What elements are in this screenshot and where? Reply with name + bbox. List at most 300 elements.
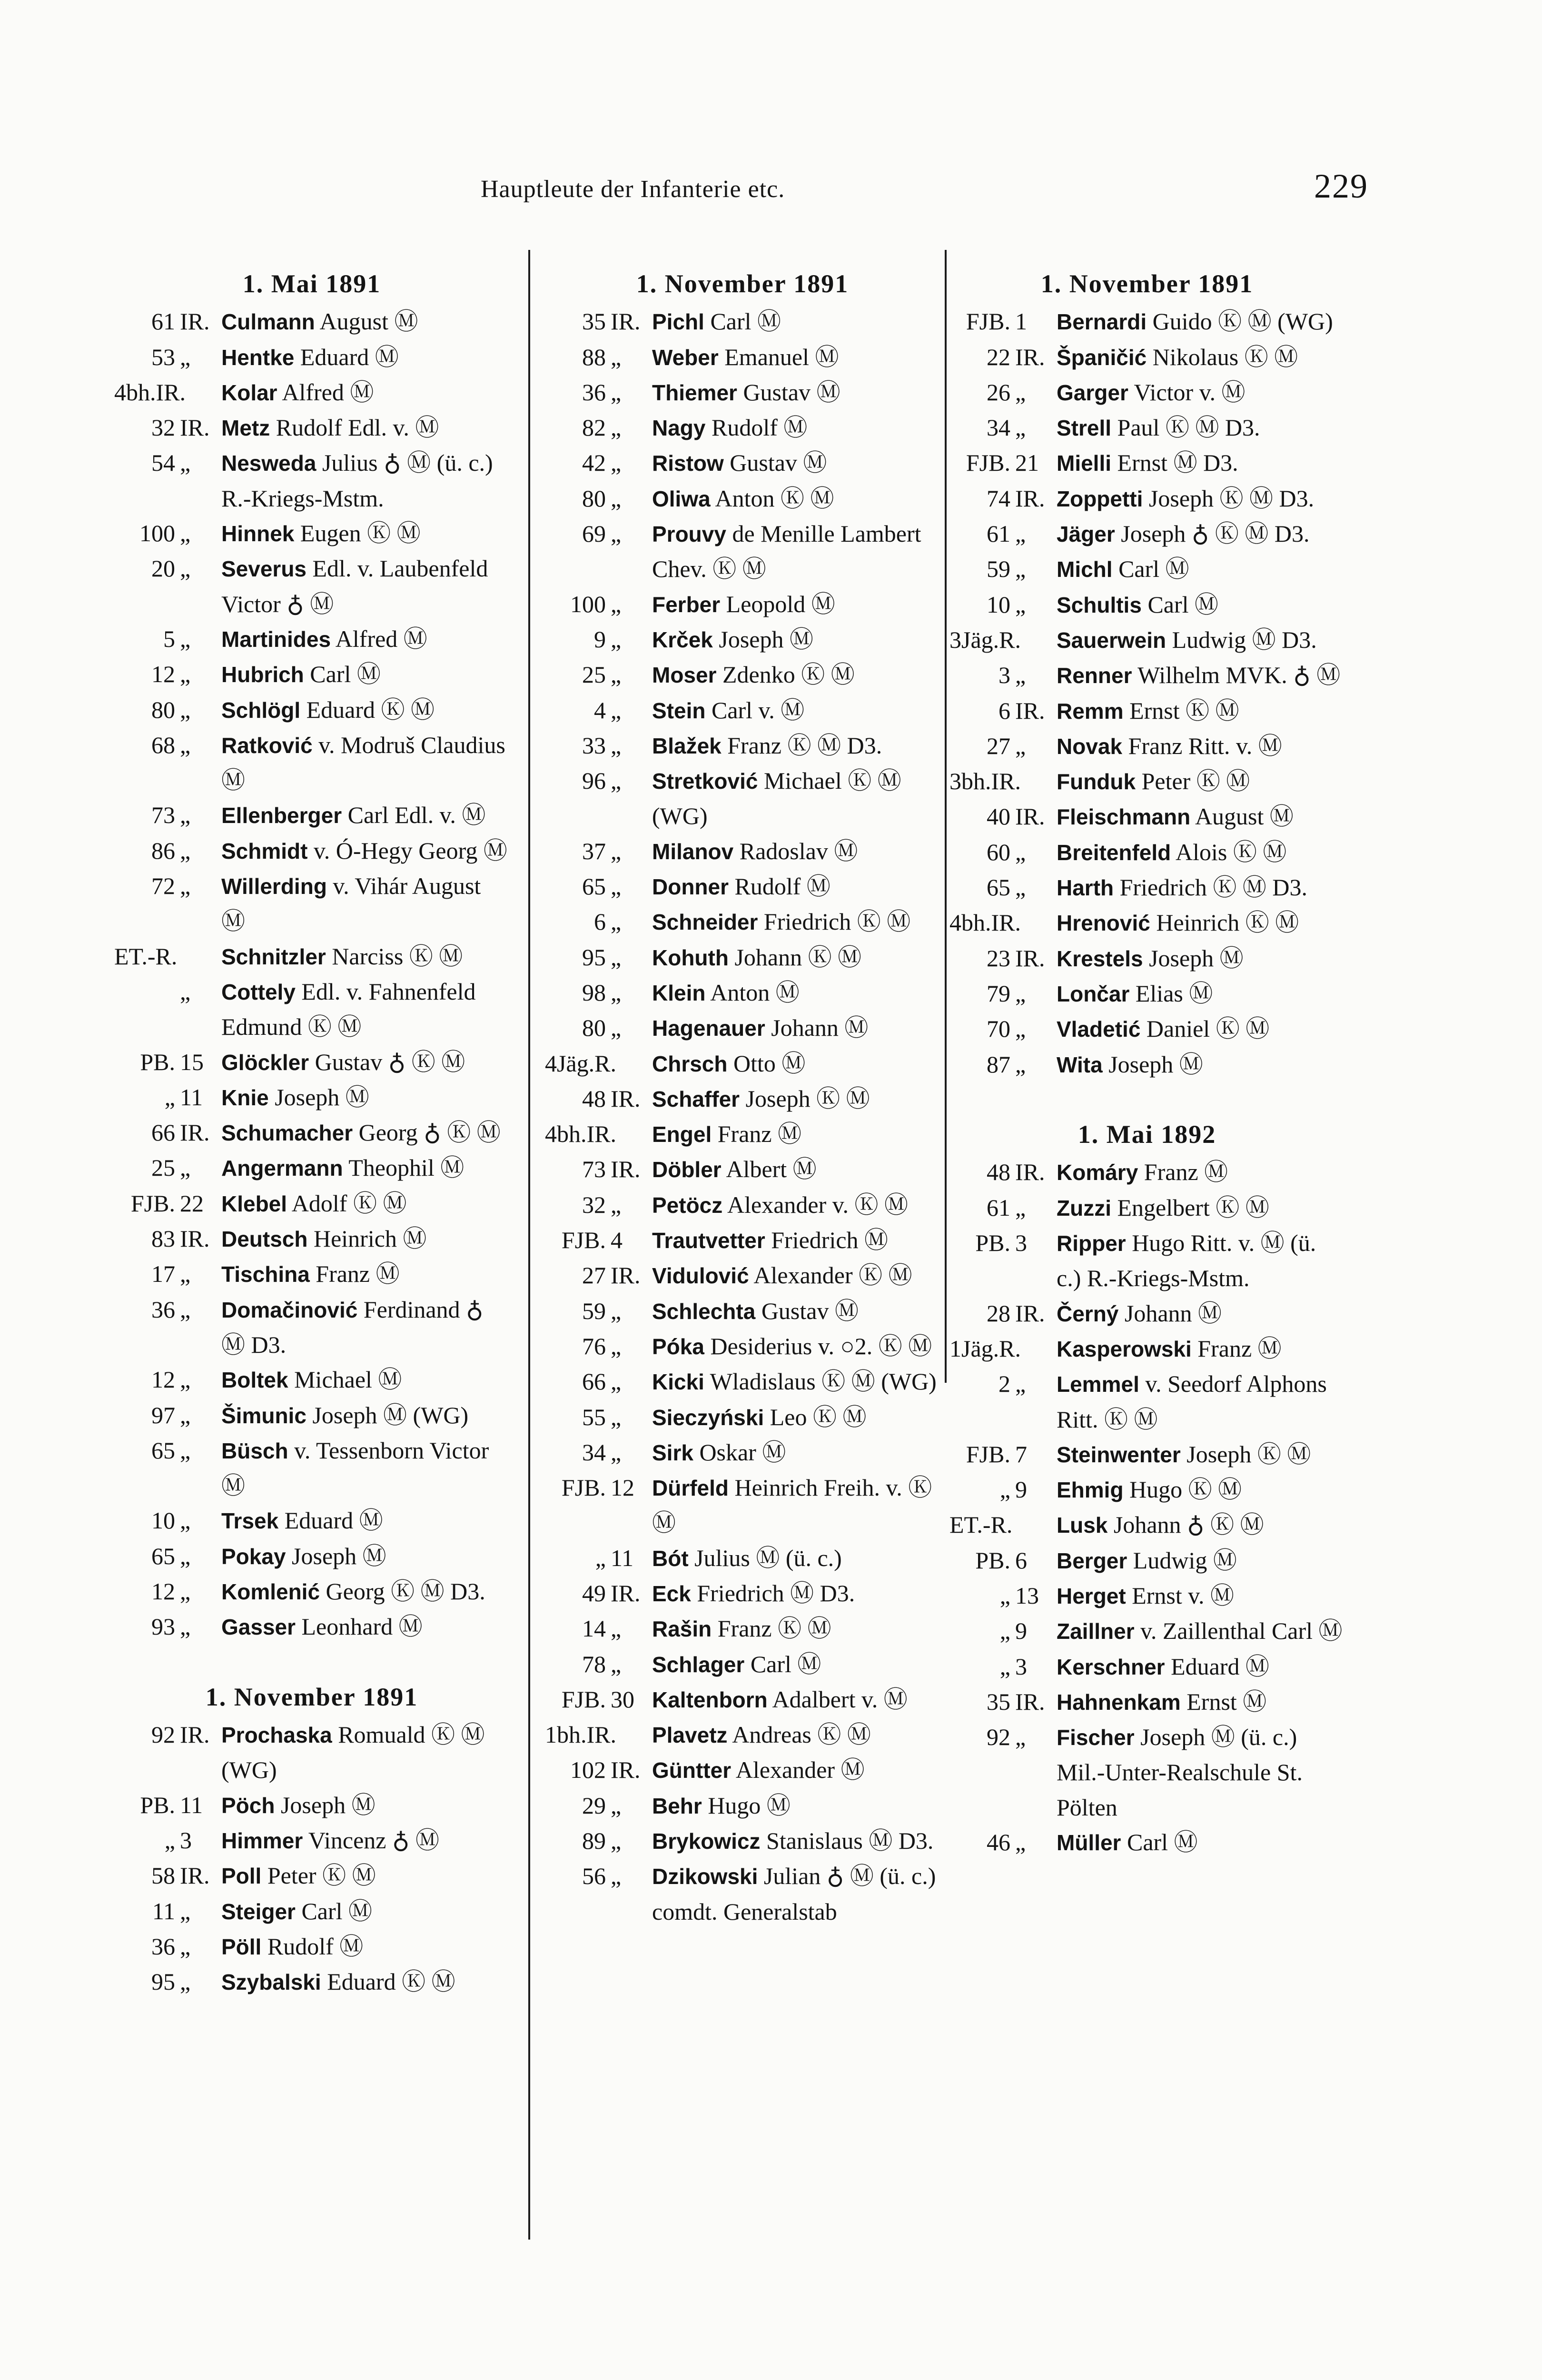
surname: Schlechta [652, 1299, 756, 1324]
list-item [114, 939, 509, 974]
regiment-type: IR. [611, 1756, 641, 1784]
surname: Schnitzler [221, 944, 326, 969]
surname: Zoppetti [1057, 486, 1143, 511]
surname: Schlögl [221, 697, 301, 723]
list-item [114, 1045, 509, 1080]
officer-entry [647, 975, 940, 1011]
unit-designation [949, 1507, 1052, 1542]
given-name-and-decorations: Joseph Ⓜ (WG) [312, 1401, 469, 1428]
given-name-and-decorations: Joseph Ⓜ [280, 1791, 376, 1818]
regiment-number: 56 [582, 1863, 606, 1890]
regiment-number: „ [164, 1083, 175, 1111]
officer-entry [647, 587, 940, 622]
given-name-and-decorations: Emanuel Ⓜ [724, 343, 839, 370]
officer-entry [1052, 1578, 1344, 1614]
given-name-and-decorations: Julius ♁ Ⓜ (ü. c.) R.-Kriegs-Mstm. [221, 449, 493, 512]
given-name-and-decorations: Johann Ⓚ Ⓜ [734, 943, 862, 971]
list-item [114, 1609, 509, 1645]
list-item [545, 940, 940, 975]
surname: Ripper [1057, 1231, 1126, 1256]
surname: Severus [221, 556, 307, 582]
officer-entry [217, 516, 509, 551]
list-item [545, 481, 940, 516]
surname: Bernardi [1057, 309, 1147, 335]
given-name-and-decorations: Franz Ⓜ [1144, 1159, 1228, 1186]
regiment-type: „ [1015, 662, 1026, 689]
surname: Ellenberger [221, 803, 342, 828]
unit-designation [114, 974, 217, 1009]
regiment-number: 95 [151, 1968, 175, 1995]
surname: Eck [652, 1581, 691, 1606]
regiment-number: 93 [151, 1613, 175, 1640]
regiment-type: „ [611, 625, 622, 653]
officer-entry [217, 304, 509, 339]
officer-entry [1052, 870, 1344, 905]
regiment-type: „ [1015, 838, 1026, 865]
unit-designation [114, 1539, 217, 1574]
list-item [949, 446, 1344, 481]
regiment-number: 35 [987, 1688, 1010, 1715]
list-item [545, 1788, 940, 1824]
list-item [545, 1223, 940, 1258]
regiment-type: IR. [611, 308, 641, 335]
regiment-number: 65 [151, 1542, 175, 1569]
surname: Plavetz [652, 1723, 728, 1748]
unit-designation [545, 1470, 647, 1505]
regiment-type: IR. [1015, 485, 1045, 512]
regiment-type: „ [180, 1507, 191, 1534]
regiment-number: PB. [975, 1230, 1010, 1257]
regiment-number: 11 [152, 1897, 175, 1924]
regiment-type: „ [180, 1897, 191, 1924]
given-name-and-decorations: Joseph Ⓚ Ⓜ [1186, 1440, 1311, 1468]
unit-designation [114, 1929, 217, 1964]
regiment-number: 3bh.IR. [949, 768, 1021, 795]
unit-designation [114, 1894, 217, 1929]
regiment-type: IR. [1015, 1299, 1045, 1327]
surname: Milanov [652, 839, 734, 864]
officer-entry [217, 1539, 509, 1574]
regiment-number: 25 [582, 661, 606, 688]
surname: Hinnek [221, 521, 295, 546]
surname: Prouvy [652, 522, 726, 547]
regiment-number: 89 [582, 1827, 606, 1854]
list-item [114, 1150, 509, 1186]
unit-designation [545, 1647, 647, 1682]
officer-entry [217, 1574, 509, 1609]
list-item [114, 1964, 509, 2000]
unit-designation [114, 375, 217, 410]
officer-entry [647, 869, 940, 904]
list-item [114, 693, 509, 728]
unit-designation [949, 729, 1052, 764]
unit-designation [114, 1186, 217, 1221]
given-name-and-decorations: de Menille Lambert Chev. Ⓚ Ⓜ [652, 520, 921, 583]
officer-entry [1052, 304, 1344, 339]
regiment-number: 59 [987, 555, 1010, 583]
unit-designation [949, 1720, 1052, 1755]
officer-entry [1052, 835, 1344, 870]
regiment-type: „ [611, 1792, 622, 1819]
surname: Schlager [652, 1652, 745, 1677]
given-name-and-decorations: Joseph ♁ Ⓚ Ⓜ D3. [1121, 520, 1310, 547]
regiment-number: 27 [582, 1262, 606, 1289]
officer-entry [217, 974, 509, 1045]
surname: Herget [1057, 1583, 1126, 1608]
regiment-type: IR. [1015, 343, 1045, 370]
officer-entry [217, 1257, 509, 1292]
regiment-number: FJB. [966, 308, 1010, 335]
given-name-and-decorations: Romuald Ⓚ Ⓜ (WG) [221, 1721, 485, 1784]
given-name-and-decorations: v. Vihár August Ⓜ [221, 873, 481, 935]
regiment-type: IR. [180, 1225, 210, 1252]
unit-designation [545, 622, 647, 657]
regiment-type: „ [1015, 591, 1026, 618]
given-name-and-decorations: Joseph Ⓜ [1108, 1051, 1203, 1078]
surname: Jäger [1057, 522, 1115, 547]
officer-entry [217, 446, 509, 516]
officer-entry [647, 1717, 940, 1753]
officer-entry [217, 551, 509, 622]
surname: Kolar [221, 380, 277, 405]
given-name-and-decorations: Peter Ⓚ Ⓜ [267, 1862, 376, 1889]
list-item [114, 869, 509, 939]
unit-designation [114, 516, 217, 551]
regiment-type: IR. [611, 1262, 641, 1289]
given-name-and-decorations: Johann Ⓜ [771, 1014, 869, 1041]
regiment-number: 26 [987, 378, 1010, 406]
list-item [114, 1398, 509, 1433]
surname: Kerschner [1057, 1654, 1165, 1679]
regiment-type: „ [180, 555, 191, 582]
regiment-type: „ [180, 696, 191, 723]
surname: Thiemer [652, 380, 737, 405]
column-rule [528, 250, 530, 2240]
officer-entry [217, 1894, 509, 1929]
list-item [545, 516, 940, 587]
surname: Kasperowski [1057, 1336, 1192, 1361]
regiment-type: „ [611, 1438, 622, 1466]
unit-designation [949, 1825, 1052, 1860]
list-item [949, 1155, 1344, 1190]
surname: Schneider [652, 910, 758, 935]
officer-entry [217, 657, 509, 692]
list-item [114, 1292, 509, 1363]
list-item [114, 304, 509, 339]
regiment-number: 32 [582, 1191, 606, 1218]
regiment-number: 78 [582, 1650, 606, 1677]
surname: Prochaska [221, 1723, 332, 1748]
regiment-number: 80 [582, 1014, 606, 1041]
surname: Hagenauer [652, 1016, 765, 1041]
officer-entry [1052, 375, 1344, 410]
surname: Lemmel [1057, 1372, 1139, 1397]
surname: Hahnenkam [1057, 1689, 1181, 1715]
surname: Döbler [652, 1157, 722, 1182]
regiment-number: ET.-R. [949, 1511, 1013, 1538]
regiment-number: 87 [987, 1051, 1010, 1078]
officer-entry [647, 1576, 940, 1611]
surname: Harth [1057, 875, 1114, 901]
unit-designation [114, 1858, 217, 1893]
given-name-and-decorations: Albert Ⓜ [726, 1156, 817, 1183]
surname: Rašin [652, 1616, 712, 1642]
unit-designation [114, 1045, 217, 1080]
unit-designation [545, 975, 647, 1010]
given-name-and-decorations: Eduard Ⓚ Ⓜ [327, 1968, 455, 1995]
list-item [545, 869, 940, 904]
given-name-and-decorations: Gustav Ⓜ [730, 449, 827, 476]
list-item [949, 1720, 1344, 1825]
list-item [949, 481, 1344, 516]
list-item [114, 1433, 509, 1504]
unit-designation [114, 1150, 217, 1185]
regiment-type: „ [611, 1615, 622, 1642]
officer-entry [647, 1081, 940, 1117]
officer-entry [1052, 1825, 1344, 1860]
given-name-and-decorations: Rudolf Ⓜ [267, 1933, 364, 1960]
section-heading: 1. Mai 1891 [242, 269, 381, 298]
surname: Donner [652, 874, 729, 900]
given-name-and-decorations: Ernst Ⓜ [1186, 1688, 1267, 1715]
list-item [545, 975, 940, 1011]
regiment-type: „ [1015, 1724, 1026, 1751]
officer-entry [647, 481, 940, 516]
officer-entry [647, 1223, 940, 1258]
regiment-type: „ [611, 943, 622, 971]
regiment-type: IR. [1015, 697, 1045, 724]
unit-designation [114, 622, 217, 656]
unit-designation [114, 551, 217, 586]
given-name-and-decorations: August Ⓜ [319, 308, 418, 335]
officer-entry [217, 1929, 509, 1964]
given-name-and-decorations: August Ⓜ [1195, 803, 1294, 830]
unit-designation [545, 1081, 647, 1116]
regiment-type: „ [611, 1403, 622, 1430]
list-item [949, 1543, 1344, 1578]
officer-entry [647, 1011, 940, 1046]
surname: Gasser [221, 1615, 296, 1640]
regiment-type: „ [180, 625, 191, 652]
unit-designation [545, 1788, 647, 1823]
surname: Szybalski [221, 1970, 321, 1995]
regiment-type: „ [611, 696, 622, 724]
surname: Engel [652, 1122, 712, 1147]
regiment-number: 20 [151, 555, 175, 582]
regiment-type: „ [611, 378, 622, 406]
unit-designation [545, 1294, 647, 1329]
regiment-number: 48 [582, 1085, 606, 1112]
list-item [949, 1507, 1344, 1543]
list-item [949, 587, 1344, 623]
officer-entry [647, 940, 940, 975]
list-item [949, 870, 1344, 905]
given-name-and-decorations: Georg ♁ Ⓚ Ⓜ [358, 1119, 501, 1146]
regiment-type: „ [611, 1827, 622, 1854]
given-name-and-decorations: Julian ♁ Ⓜ (ü. c.) comdt. Generalstab [652, 1863, 936, 1925]
officer-entry [217, 622, 509, 657]
surname: Mielli [1057, 451, 1112, 476]
regiment-type: IR. [180, 1119, 210, 1146]
unit-designation [949, 1685, 1052, 1719]
unit-designation [114, 1398, 217, 1433]
officer-entry [647, 1682, 940, 1717]
regiment-type: IR. [180, 1721, 210, 1748]
unit-designation [545, 1541, 647, 1576]
regiment-type: „ [611, 1191, 622, 1218]
officer-entry [1052, 1012, 1344, 1047]
unit-designation [949, 623, 1052, 657]
officer-entry [1052, 1367, 1344, 1437]
regiment-number: 55 [582, 1403, 606, 1430]
list-item [545, 340, 940, 375]
regiment-type: 13 [1015, 1582, 1039, 1609]
surname: Moser [652, 663, 717, 688]
unit-designation [545, 1152, 647, 1187]
unit-designation [114, 304, 217, 339]
regiment-number: PB. [140, 1791, 175, 1818]
list-item [545, 1717, 940, 1753]
regiment-type: IR. [180, 308, 210, 335]
given-name-and-decorations: Johann Ⓜ [1124, 1299, 1222, 1327]
officer-entry [217, 1292, 509, 1363]
given-name-and-decorations: Alexander Ⓚ Ⓜ [753, 1262, 912, 1289]
unit-designation [949, 552, 1052, 586]
regiment-number: FJB. [130, 1190, 175, 1217]
list-item [949, 1437, 1344, 1472]
unit-designation [545, 869, 647, 904]
regiment-number: 79 [987, 980, 1010, 1007]
unit-designation [545, 1046, 647, 1081]
officer-entry [217, 375, 509, 410]
unit-designation [545, 1364, 647, 1399]
unit-designation [114, 1257, 217, 1291]
regiment-type: 11 [180, 1791, 203, 1818]
regiment-type: „ [180, 1401, 191, 1428]
regiment-type: „ [1015, 520, 1026, 547]
regiment-number: 80 [151, 696, 175, 723]
unit-designation [545, 375, 647, 410]
unit-designation [114, 1292, 217, 1327]
surname: Schultis [1057, 592, 1142, 617]
list-item [114, 1929, 509, 1964]
unit-designation [949, 799, 1052, 834]
unit-designation [949, 410, 1052, 445]
list-item [545, 1541, 940, 1576]
page-header [0, 167, 1542, 219]
list-item [114, 657, 509, 692]
regiment-number: 88 [582, 343, 606, 370]
regiment-number: 73 [151, 802, 175, 829]
officer-entry [217, 1609, 509, 1645]
surname: Garger [1057, 380, 1128, 405]
list-item [545, 1611, 940, 1646]
officer-entry [1052, 799, 1344, 834]
regiment-type: „ [1015, 414, 1026, 441]
unit-designation [114, 1115, 217, 1150]
officer-entry [217, 410, 509, 446]
section-heading: 1. November 1891 [1040, 269, 1254, 298]
given-name-and-decorations: Otto Ⓜ [733, 1050, 806, 1077]
officer-entry [647, 904, 940, 940]
unit-designation [114, 833, 217, 868]
unit-designation [545, 764, 647, 798]
list-item [545, 728, 940, 764]
unit-designation [545, 1824, 647, 1858]
unit-designation [114, 728, 217, 763]
given-name-and-decorations: Hugo Ritt. v. Ⓜ (ü. c.) R.-Kriegs-Mstm. [1057, 1230, 1316, 1292]
surname: Culmann [221, 309, 315, 335]
page-number: 229 [1314, 167, 1368, 205]
unit-designation [949, 1155, 1052, 1190]
surname: Chrsch [652, 1051, 728, 1076]
officer-entry [647, 410, 940, 446]
regiment-number: 2 [998, 1370, 1010, 1398]
regiment-number: 61 [987, 1194, 1010, 1221]
officer-entry [1052, 587, 1344, 623]
regiment-type: 1 [1015, 308, 1027, 335]
running-head: Hauptleute der Infanterie etc. [481, 176, 785, 203]
regiment-number: PB. [975, 1547, 1010, 1574]
given-name-and-decorations: Franz Ritt. v. Ⓜ [1128, 732, 1282, 759]
column-rule [945, 250, 947, 1383]
regiment-type: „ [1015, 980, 1026, 1007]
regiment-type: „ [180, 661, 191, 688]
surname: Funduk [1057, 769, 1136, 794]
given-name-and-decorations: Gustav ♁ Ⓚ Ⓜ [315, 1048, 465, 1075]
officer-entry [1052, 1296, 1344, 1331]
unit-designation [545, 1717, 647, 1752]
officer-entry [1052, 905, 1344, 941]
regiment-number: 40 [987, 803, 1010, 830]
unit-designation [545, 1329, 647, 1364]
unit-designation [545, 1435, 647, 1470]
regiment-number: 10 [987, 591, 1010, 618]
unit-designation [949, 835, 1052, 870]
list-item [545, 304, 940, 339]
given-name-and-decorations: Joseph Ⓚ Ⓜ [745, 1085, 870, 1112]
list-item [949, 410, 1344, 446]
unit-designation [545, 1753, 647, 1787]
regiment-type: „ [611, 661, 622, 688]
column-3 [949, 267, 1344, 1860]
given-name-and-decorations: Georg Ⓚ Ⓜ D3. [326, 1577, 485, 1605]
unit-designation [949, 941, 1052, 976]
regiment-number: 49 [582, 1579, 606, 1606]
officer-entry [1052, 516, 1344, 552]
surname: Remm [1057, 698, 1124, 724]
surname: Willerding [221, 874, 327, 899]
regiment-number: ET.-R. [114, 942, 178, 970]
given-name-and-decorations: Joseph Ⓜ [275, 1083, 369, 1111]
surname: Ratković [221, 733, 313, 758]
given-name-and-decorations: Friedrich Ⓜ D3. [697, 1579, 855, 1606]
regiment-type: „ [611, 732, 622, 759]
regiment-number: 6 [998, 697, 1010, 724]
officer-entry [647, 1329, 940, 1364]
officer-entry [647, 1188, 940, 1223]
officer-entry [647, 1046, 940, 1081]
surname: Klein [652, 980, 706, 1005]
unit-designation [949, 1437, 1052, 1472]
list-item [949, 729, 1344, 764]
unit-designation [949, 1543, 1052, 1578]
surname: Pokay [221, 1544, 286, 1569]
list-item [949, 799, 1344, 834]
list-item [545, 587, 940, 622]
regiment-number: 14 [582, 1615, 606, 1642]
given-name-and-decorations: Stanislaus Ⓜ D3. [766, 1827, 934, 1854]
